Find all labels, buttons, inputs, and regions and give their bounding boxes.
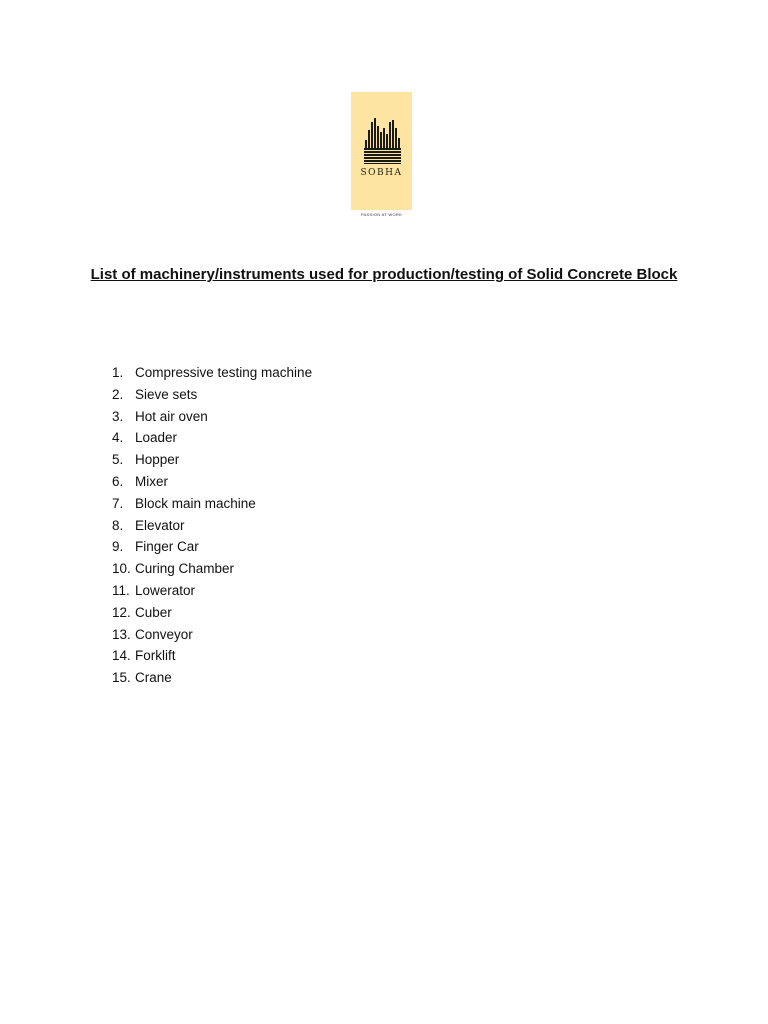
list-item-number: 14. [112,648,131,664]
list-item-number: 13. [112,626,131,642]
list-item [112,471,312,493]
list-item-label: Cuber [135,604,172,620]
list-item [112,667,312,689]
list-item [112,580,312,602]
list-item-number: 3. [112,408,124,424]
list-item-label: Curing Chamber [135,561,235,577]
list-item-number: 2. [112,386,124,402]
list-item [112,384,312,406]
list-item-number: 7. [112,495,124,511]
logo-tagline: PASSION AT WORK [360,212,403,217]
list-item-number: 9. [112,539,124,555]
list-item [112,362,312,384]
logo-wordmark: SOBHA [360,168,403,178]
list-item [112,536,312,558]
list-item-label: Lowerator [135,582,196,598]
list-item-label: Elevator [135,517,185,533]
list-item-label: Block main machine [135,495,256,511]
document-title: List of machinery/instruments used for production/testing of Solid Concrete Block [90,266,678,283]
list-item-number: 10. [112,561,131,577]
list-item-number: 8. [112,517,124,533]
list-item-label: Finger Car [135,539,199,555]
list-item-label: Conveyor [135,626,193,642]
list-item-label: Loader [135,430,178,446]
sobha-logo [351,92,412,219]
list-item-label: Compressive testing machine [135,365,313,380]
list-item-number: 11. [112,582,130,598]
list-item-label: Mixer [135,473,168,489]
building-skyline-icon [351,92,412,168]
list-item-number: 6. [112,473,124,489]
list-item [112,406,312,428]
list-item-label: Sieve sets [135,386,198,402]
list-item [112,449,312,471]
list-item-number: 15. [112,670,131,686]
list-item [112,602,312,624]
list-item-label: Hopper [135,452,180,468]
list-item [112,427,312,449]
list-item-label: Crane [135,670,172,686]
list-item [112,515,312,537]
list-item [112,624,312,646]
list-item-label: Forklift [135,648,176,664]
list-item-number: 12. [112,604,131,620]
list-item-number: 4. [112,430,124,446]
list-item [112,493,312,515]
list-item [112,558,312,580]
logo-tagline-strip [351,210,412,219]
list-item-number: 1. [112,365,124,380]
machinery-list [112,362,312,689]
list-item [112,645,312,667]
list-item-label: Hot air oven [135,408,208,424]
list-item-number: 5. [112,452,124,468]
